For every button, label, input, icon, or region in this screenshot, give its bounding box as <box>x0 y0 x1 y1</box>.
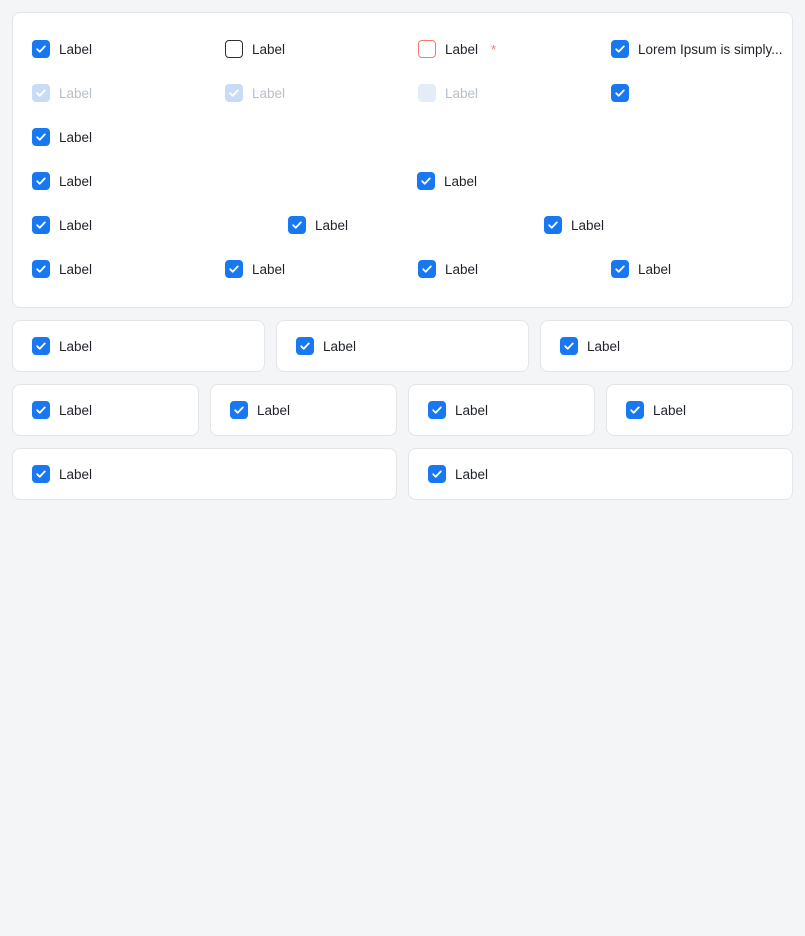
checkbox-checked-icon[interactable] <box>428 401 446 419</box>
checkbox-card[interactable] <box>540 320 793 372</box>
checkbox-item-half-2[interactable] <box>398 172 792 190</box>
checkbox-item-third-3[interactable] <box>525 216 792 234</box>
checkbox-card[interactable] <box>12 448 397 500</box>
checkbox-checked-icon[interactable] <box>626 401 644 419</box>
checkbox-label: Label <box>59 129 93 145</box>
checkbox-label: Label <box>445 261 479 277</box>
checkbox-checked-icon[interactable] <box>32 465 50 483</box>
checkbox-empty-icon[interactable] <box>225 40 243 58</box>
checkbox-label: Label <box>59 261 93 277</box>
checkbox-item-no-label[interactable] <box>592 84 792 102</box>
checkbox-label: Label <box>252 41 286 57</box>
row-single <box>13 115 792 159</box>
row-three <box>13 203 792 247</box>
checkbox-card[interactable] <box>12 384 199 436</box>
checkbox-checked-icon[interactable] <box>32 40 50 58</box>
checkbox-checked-icon[interactable] <box>32 401 50 419</box>
checkbox-label: Label <box>455 402 489 418</box>
checkbox-label: Label <box>252 85 286 101</box>
checkbox-item-third-2[interactable] <box>269 216 525 234</box>
checkbox-checked-icon[interactable] <box>32 172 50 190</box>
checkbox-item-quarter-3[interactable] <box>399 260 592 278</box>
card-grid-four <box>12 384 793 436</box>
checkbox-label: Label <box>315 217 349 233</box>
checkbox-label: Label <box>445 41 479 57</box>
checkbox-label: Label <box>59 466 93 482</box>
checkbox-checked-icon[interactable] <box>225 260 243 278</box>
checkbox-label: Label <box>59 402 93 418</box>
checkbox-label: Label <box>587 338 621 354</box>
checkbox-card[interactable] <box>12 320 265 372</box>
checkbox-checked-icon[interactable] <box>560 337 578 355</box>
checkbox-label: Label <box>444 173 478 189</box>
checkbox-item-quarter-2[interactable] <box>206 260 399 278</box>
row-states <box>13 27 792 71</box>
checkbox-label: Label <box>59 217 93 233</box>
checkbox-item-single[interactable] <box>13 128 206 146</box>
checkbox-item-half-1[interactable] <box>13 172 398 190</box>
checkbox-label: Label <box>455 466 489 482</box>
card-grid-three <box>12 320 793 372</box>
checkbox-states-panel <box>12 12 793 308</box>
checkbox-item-unchecked[interactable] <box>206 40 399 58</box>
checkbox-checked-icon[interactable] <box>32 337 50 355</box>
checkbox-error-icon[interactable] <box>418 40 436 58</box>
checkbox-disabled-checked-icon <box>225 84 243 102</box>
checkbox-card[interactable] <box>210 384 397 436</box>
checkbox-label: Label <box>59 338 93 354</box>
checkbox-checked-icon[interactable] <box>611 40 629 58</box>
checkbox-checked-icon[interactable] <box>32 128 50 146</box>
checkbox-item-quarter-1[interactable] <box>13 260 206 278</box>
checkbox-disabled-empty-icon <box>418 84 436 102</box>
checkbox-label: Label <box>252 261 286 277</box>
checkbox-label: Label <box>59 41 93 57</box>
checkbox-checked-icon[interactable] <box>32 260 50 278</box>
checkbox-checked-icon[interactable] <box>418 260 436 278</box>
checkbox-label: Label <box>257 402 291 418</box>
checkbox-checked-icon[interactable] <box>611 84 629 102</box>
checkbox-item-quarter-4[interactable] <box>592 260 792 278</box>
checkbox-label: Label <box>653 402 687 418</box>
checkbox-disabled-checked-icon <box>32 84 50 102</box>
checkbox-card[interactable] <box>408 448 793 500</box>
checkbox-checked-icon[interactable] <box>417 172 435 190</box>
checkbox-item-disabled-empty <box>399 84 592 102</box>
checkbox-label: Lorem Ipsum is simply... <box>638 41 783 57</box>
row-disabled <box>13 71 792 115</box>
checkbox-item-disabled-checked <box>206 84 399 102</box>
checkbox-label: Label <box>571 217 605 233</box>
checkbox-card[interactable] <box>408 384 595 436</box>
checkbox-checked-icon[interactable] <box>32 216 50 234</box>
checkbox-card[interactable] <box>606 384 793 436</box>
checkbox-checked-icon[interactable] <box>428 465 446 483</box>
checkbox-item-disabled-checked <box>13 84 206 102</box>
checkbox-label: Label <box>445 85 479 101</box>
card-grid-two <box>12 448 793 500</box>
checkbox-card[interactable] <box>276 320 529 372</box>
row-four <box>13 247 792 291</box>
row-two-wide <box>13 159 792 203</box>
checkbox-item-error[interactable] <box>399 40 592 58</box>
checkbox-label: Label <box>59 85 93 101</box>
checkbox-label: Label <box>59 173 93 189</box>
checkbox-checked-icon[interactable] <box>288 216 306 234</box>
checkbox-label: Label <box>638 261 672 277</box>
required-asterisk: * <box>491 41 497 57</box>
checkbox-item-checked[interactable] <box>13 40 206 58</box>
checkbox-item-long-label[interactable] <box>592 40 792 58</box>
checkbox-checked-icon[interactable] <box>296 337 314 355</box>
checkbox-checked-icon[interactable] <box>611 260 629 278</box>
checkbox-checked-icon[interactable] <box>544 216 562 234</box>
checkbox-label: Label <box>323 338 357 354</box>
checkbox-item-third-1[interactable] <box>13 216 269 234</box>
checkbox-checked-icon[interactable] <box>230 401 248 419</box>
